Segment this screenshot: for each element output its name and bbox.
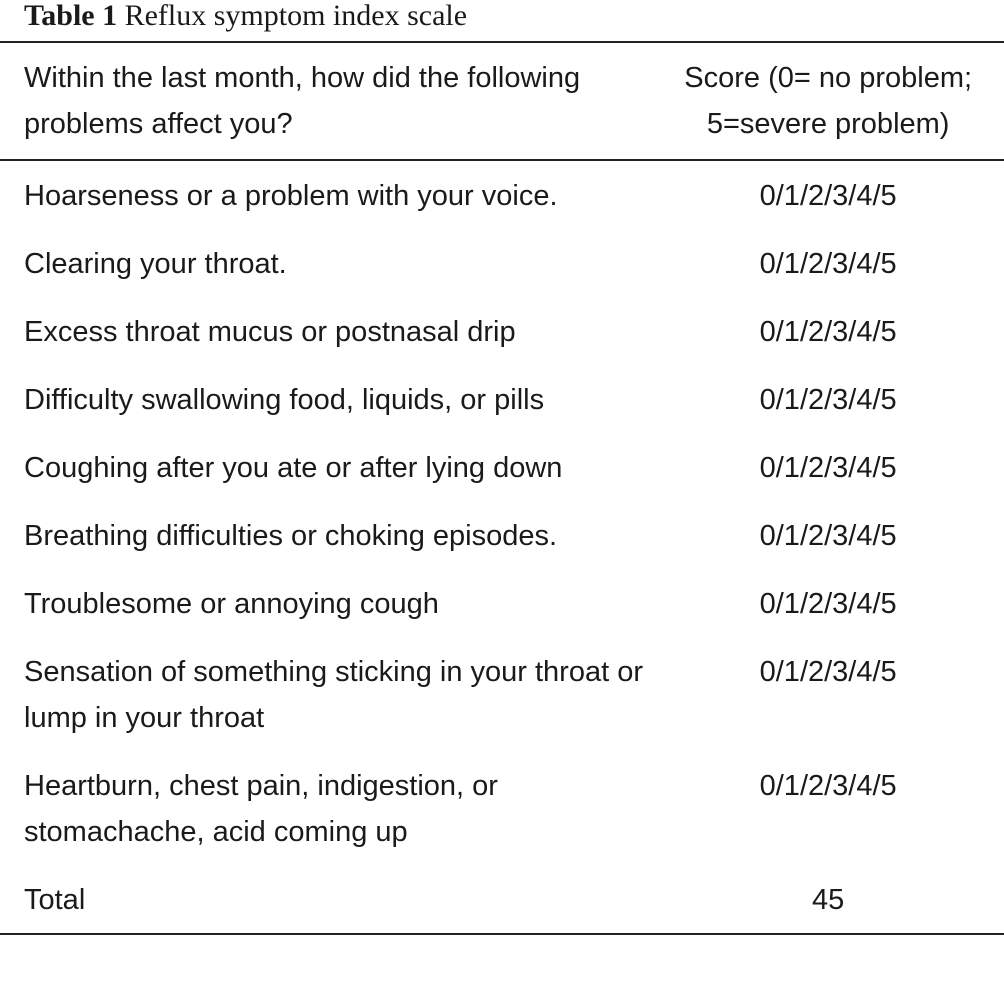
row-problem: Coughing after you ate or after lying down <box>24 452 563 484</box>
row-score: 0/1/2/3/4/5 <box>759 656 897 688</box>
table-row <box>0 502 1004 570</box>
table-row <box>0 230 1004 298</box>
table-body <box>0 160 1004 934</box>
row-problem: Breathing difficulties or choking episodes. <box>24 520 558 552</box>
row-problem: Clearing your throat. <box>24 248 287 280</box>
row-problem: Excess throat mucus or postnasal drip <box>24 316 516 348</box>
row-score: 0/1/2/3/4/5 <box>759 180 897 212</box>
table-caption-label: Table 1 <box>24 0 118 32</box>
table-row <box>0 752 1004 866</box>
table-row <box>0 434 1004 502</box>
table-caption-title: Reflux symptom index scale <box>124 0 468 32</box>
table-header-row <box>0 42 1004 160</box>
total-row <box>0 866 1004 934</box>
row-problem: Sensation of something sticking in your throat or lump in your throat <box>24 656 643 734</box>
reflux-symptom-table <box>0 41 1004 935</box>
header-score: Score (0= no problem; 5=severe problem) <box>684 62 973 140</box>
row-score: 0/1/2/3/4/5 <box>759 520 897 552</box>
table-header <box>0 42 1004 160</box>
reflux-symptom-table-container <box>0 41 1004 935</box>
table-row <box>0 298 1004 366</box>
row-score: 0/1/2/3/4/5 <box>759 316 897 348</box>
row-score: 0/1/2/3/4/5 <box>759 452 897 484</box>
row-problem: Hoarseness or a problem with your voice. <box>24 180 558 212</box>
table-row <box>0 160 1004 230</box>
table-caption <box>24 0 467 32</box>
table-row <box>0 638 1004 752</box>
header-problem: Within the last month, how did the following problems affect you? <box>24 62 581 140</box>
table-row <box>0 570 1004 638</box>
row-problem: Troublesome or annoying cough <box>24 588 439 620</box>
total-value: 45 <box>812 884 845 916</box>
row-score: 0/1/2/3/4/5 <box>759 588 897 620</box>
row-problem: Difficulty swallowing food, liquids, or pills <box>24 384 545 416</box>
row-score: 0/1/2/3/4/5 <box>759 384 897 416</box>
total-label: Total <box>24 884 86 916</box>
table-row <box>0 366 1004 434</box>
row-score: 0/1/2/3/4/5 <box>759 770 897 802</box>
row-score: 0/1/2/3/4/5 <box>759 248 897 280</box>
row-problem: Heartburn, chest pain, indigestion, or stomachache, acid coming up <box>24 770 498 848</box>
